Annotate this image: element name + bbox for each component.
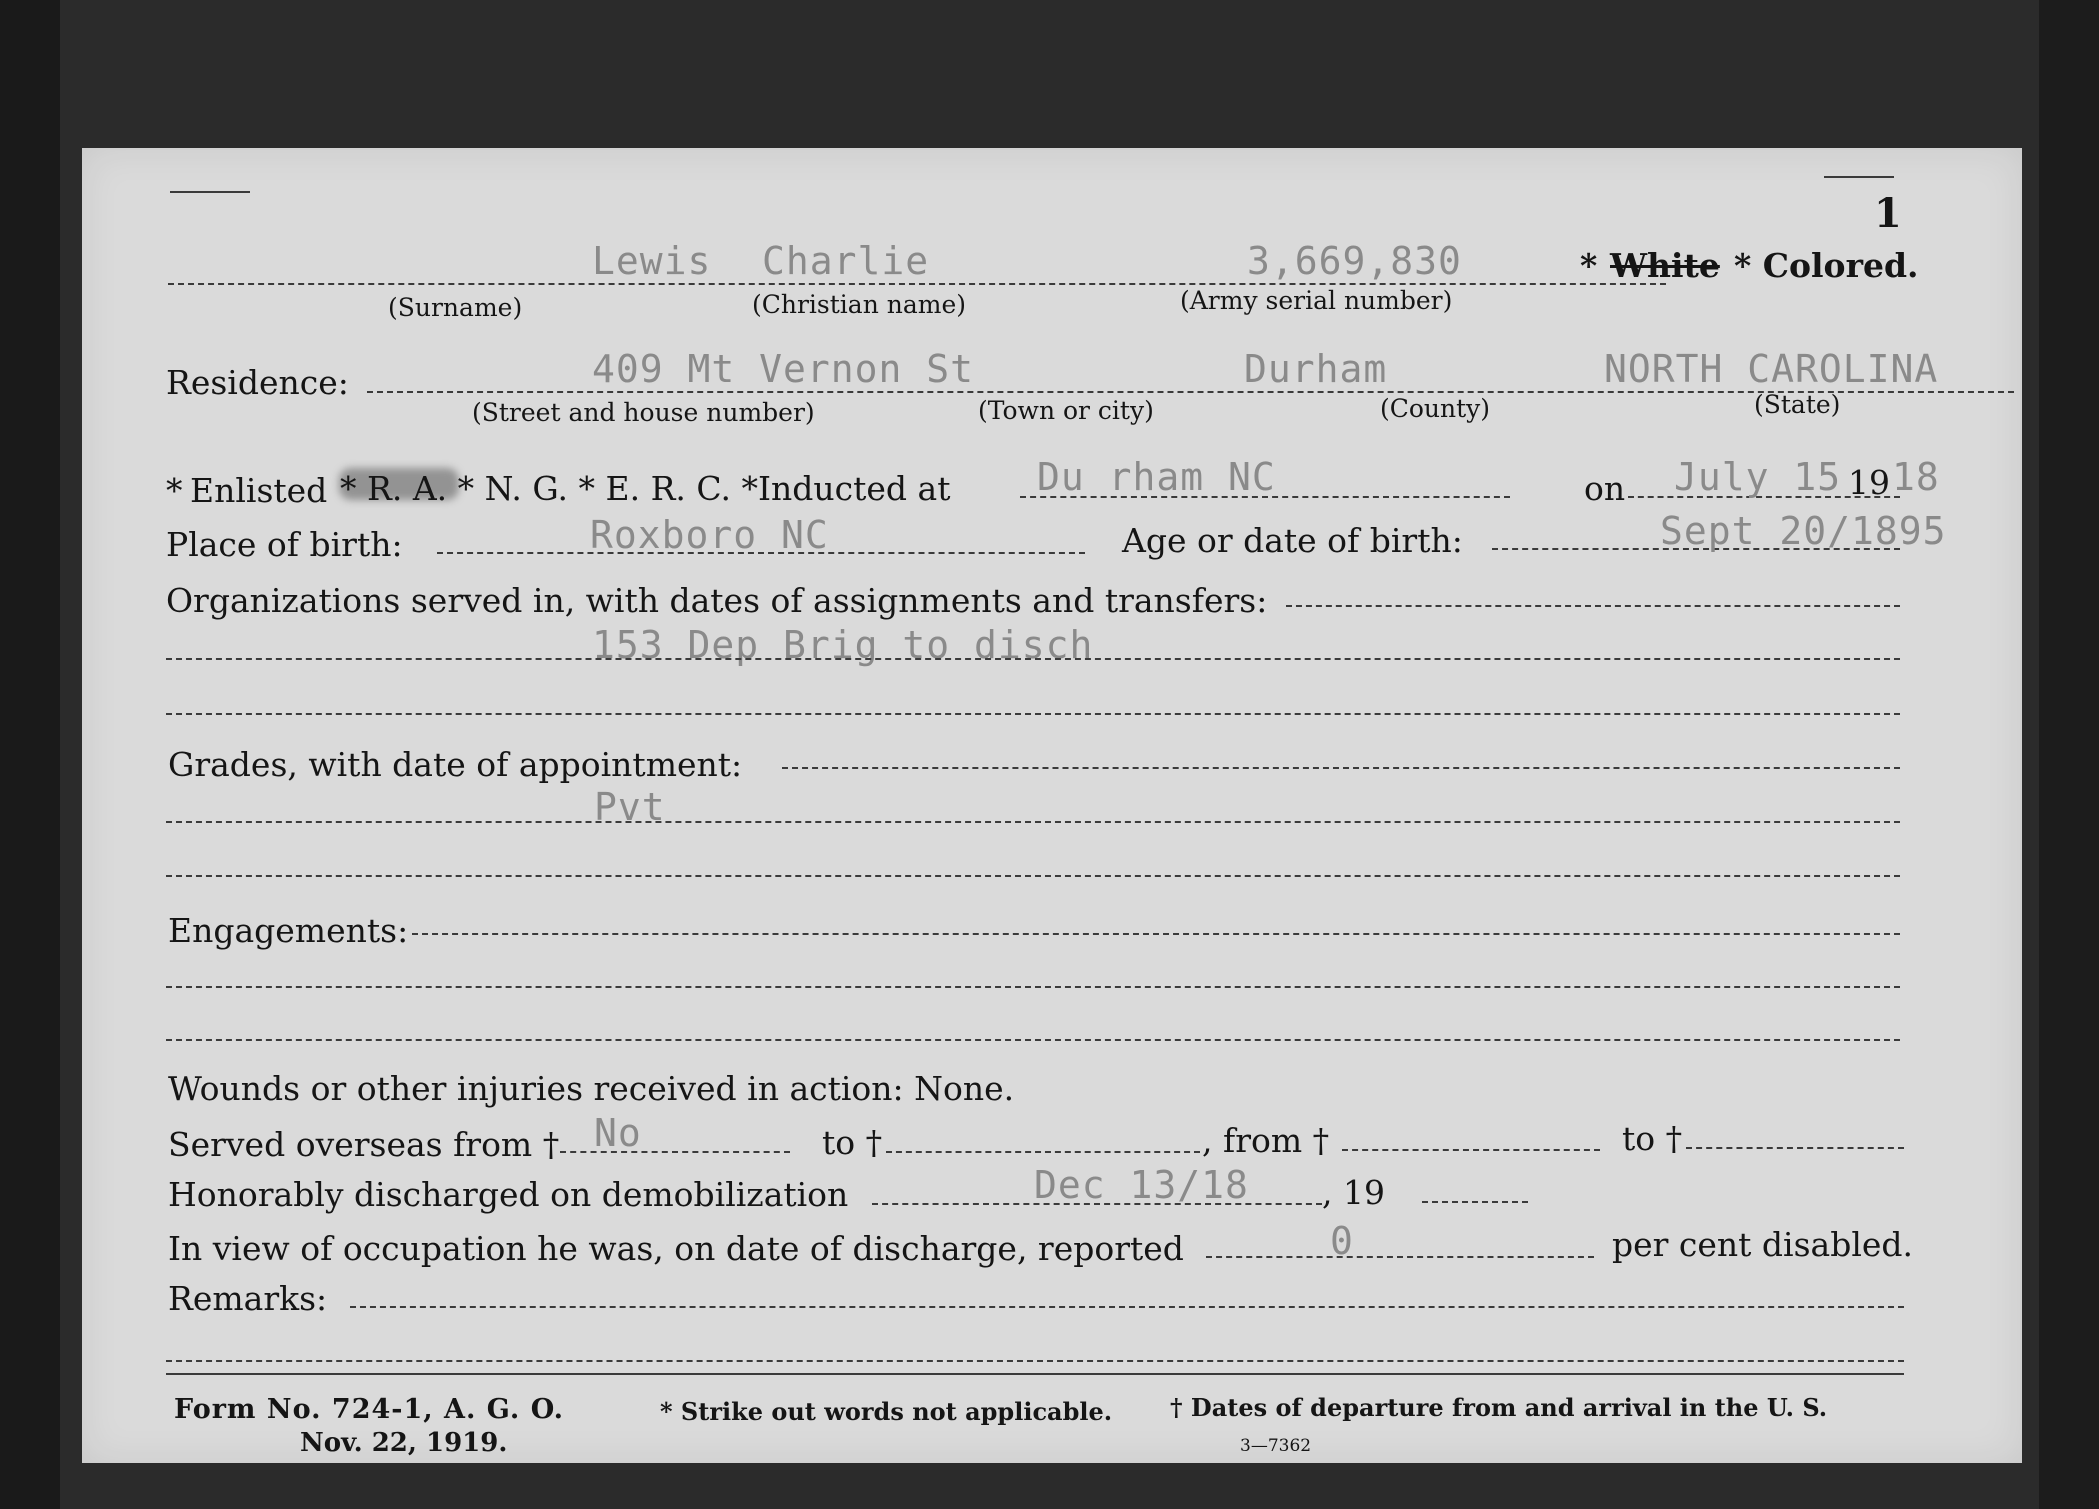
serial-number-value: 3,669,830 bbox=[1247, 239, 1462, 283]
remarks-line-2 bbox=[166, 1360, 1904, 1362]
grades-value: Pvt bbox=[594, 785, 666, 829]
form-number: Form No. 724-1, A. G. O. bbox=[174, 1394, 565, 1425]
organizations-label: Organizations served in, with dates of assignments and transfers: bbox=[166, 581, 1268, 620]
race-white-struck: White bbox=[1610, 246, 1720, 285]
organizations-line-1 bbox=[1286, 605, 1900, 607]
surname-label: (Surname) bbox=[388, 293, 523, 322]
service-record-card bbox=[82, 148, 2022, 1463]
overseas-label: Served overseas from † bbox=[168, 1125, 560, 1164]
christian-name-label: (Christian name) bbox=[752, 290, 967, 319]
engagements-label: Engagements: bbox=[168, 911, 409, 950]
print-code: 3—7362 bbox=[1240, 1436, 1312, 1456]
discharge-date-value: Dec 13/18 bbox=[1034, 1163, 1249, 1207]
overseas-from2-label: , from † bbox=[1202, 1121, 1330, 1160]
engagements-line-2 bbox=[166, 986, 1900, 988]
serial-number-label: (Army serial number) bbox=[1180, 286, 1453, 315]
overseas-from-value: No bbox=[594, 1111, 642, 1155]
discharge-year-line bbox=[1422, 1201, 1528, 1203]
organizations-value: 153 Dep Brig to disch bbox=[592, 623, 1094, 667]
state-label: (State) bbox=[1754, 390, 1841, 419]
date-of-birth-label: Age or date of birth: bbox=[1122, 521, 1463, 560]
overseas-to-label: to † bbox=[822, 1123, 883, 1162]
grades-line-3 bbox=[166, 875, 1900, 877]
footnote-strike-out: * Strike out words not applicable. bbox=[660, 1397, 1113, 1426]
surname-value: Lewis bbox=[592, 239, 712, 283]
disability-value: 0 bbox=[1330, 1219, 1354, 1263]
town-label: (Town or city) bbox=[978, 396, 1154, 425]
wounds-text: Wounds or other injuries received in action: None. bbox=[168, 1069, 1015, 1108]
race-colored: * Colored. bbox=[1734, 246, 1919, 285]
enlisted-text: Enlisted bbox=[190, 471, 328, 510]
footnote-dates: † Dates of departure from and arrival in the U. S. bbox=[1170, 1393, 1828, 1422]
residence-state-value: NORTH CAROLINA bbox=[1604, 347, 1939, 391]
disability-label: In view of occupation he was, on date of discharge, reported bbox=[168, 1229, 1184, 1268]
grades-line-2 bbox=[166, 821, 1900, 823]
induction-year-typed: 18 bbox=[1892, 455, 1940, 499]
residence-label: Residence: bbox=[166, 363, 349, 402]
induction-year-printed: 19 bbox=[1848, 463, 1890, 502]
footer-separator bbox=[166, 1373, 1904, 1375]
organizations-line-2 bbox=[166, 658, 1900, 660]
christian-name-value: Charlie bbox=[762, 239, 930, 283]
street-label: (Street and house number) bbox=[472, 398, 815, 427]
form-date: Nov. 22, 1919. bbox=[300, 1428, 508, 1458]
overseas-from2-line bbox=[1342, 1149, 1600, 1151]
disability-line bbox=[1206, 1256, 1594, 1258]
engagements-line-1 bbox=[412, 933, 1900, 935]
discharge-year-label: , 19 bbox=[1322, 1173, 1385, 1212]
residence-town-value: Durham bbox=[1244, 347, 1388, 391]
remarks-line-1 bbox=[350, 1306, 1904, 1308]
grades-label: Grades, with date of appointment: bbox=[168, 745, 743, 784]
place-of-birth-label: Place of birth: bbox=[166, 525, 403, 564]
card-number-rule bbox=[1824, 176, 1894, 178]
top-left-rule bbox=[170, 191, 250, 193]
scan-edge-left bbox=[0, 0, 60, 1509]
date-of-birth-value: Sept 20/1895 bbox=[1660, 509, 1947, 553]
inducted-at-value: Du rham NC bbox=[1037, 455, 1276, 499]
residence-street-value: 409 Mt Vernon St bbox=[592, 347, 975, 391]
remarks-label: Remarks: bbox=[168, 1279, 328, 1318]
overseas-to2-label: to † bbox=[1622, 1119, 1683, 1158]
card-number: 1 bbox=[1874, 190, 1902, 237]
county-label: (County) bbox=[1380, 394, 1491, 423]
discharge-label: Honorably discharged on demobilization bbox=[168, 1175, 849, 1214]
grades-line-1 bbox=[782, 767, 1900, 769]
race-prefix: * bbox=[1580, 246, 1598, 285]
enlist-prefix: * bbox=[166, 471, 183, 510]
engagements-line-3 bbox=[166, 1039, 1900, 1041]
on-label: on bbox=[1584, 469, 1626, 508]
name-line bbox=[168, 283, 1666, 285]
organizations-line-3 bbox=[166, 713, 1900, 715]
overseas-to2-line bbox=[1686, 1147, 1904, 1149]
induction-date-value: July 15 bbox=[1674, 455, 1842, 499]
place-of-birth-value: Roxboro NC bbox=[590, 513, 829, 557]
enlistment-options: * R. A. * N. G. * E. R. C. *Inducted at bbox=[340, 469, 951, 508]
disability-suffix: per cent disabled. bbox=[1612, 1225, 1914, 1264]
scan-edge-right bbox=[2039, 0, 2099, 1509]
overseas-to-line bbox=[886, 1151, 1200, 1153]
